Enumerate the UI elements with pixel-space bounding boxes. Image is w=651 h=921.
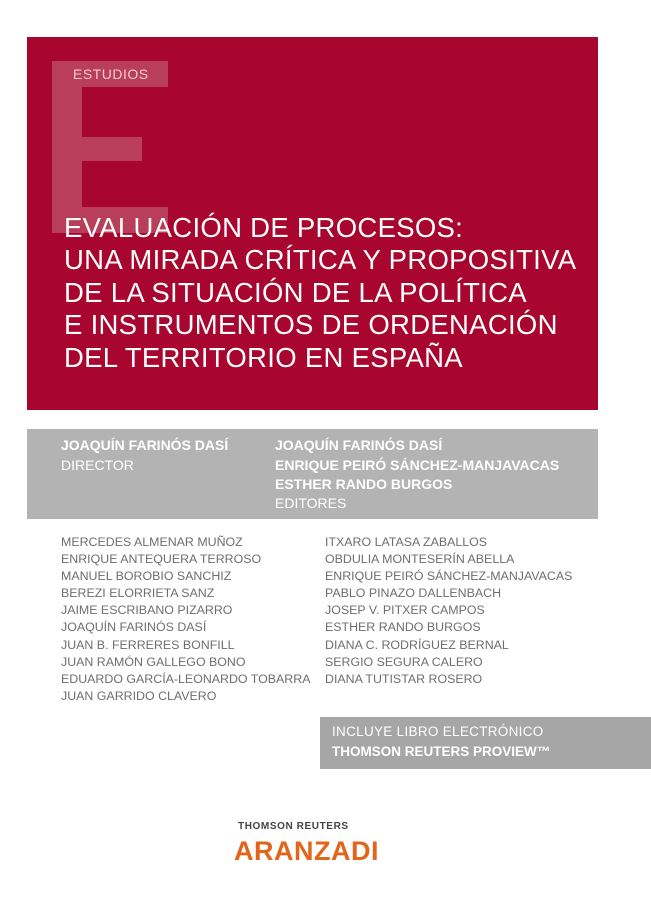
author-name: JOSEP V. PITXER CAMPOS [325,603,485,618]
title-line: UNA MIRADA CRÍTICA Y PROPOSITIVA [64,244,577,276]
series-letter-e-graphic [52,61,168,233]
editor-name: ESTHER RANDO BURGOS [275,476,453,492]
title-line: DE LA SITUACIÓN DE LA POLÍTICA [64,276,527,308]
author-name: PABLO PINAZO DALLENBACH [325,586,502,601]
author-name: ENRIQUE ANTEQUERA TERROSO [61,552,262,567]
ebook-badge-line1: INCLUYE LIBRO ELECTRÓNICO [332,724,544,739]
author-name: MERCEDES ALMENAR MUÑOZ [61,535,243,549]
author-name: ESTHER RANDO BURGOS [325,620,481,635]
author-name: ITXARO LATASA ZABALLOS [325,535,488,549]
title-line: E INSTRUMENTOS DE ORDENACIÓN [64,309,558,341]
editors-list [275,436,559,495]
publisher-group-logo: THOMSON REUTERS [238,821,349,832]
editor-name: JOAQUÍN FARINÓS DASÍ [275,437,443,453]
author-name: DIANA TUTISTAR ROSERO [325,671,483,686]
author-name: JUAN B. FERRERES BONFILL [61,637,235,652]
author-name: DIANA C. RODRÍGUEZ BERNAL [325,637,509,652]
book-title [64,212,594,374]
title-line: EVALUACIÓN DE PROCESOS: [64,212,464,243]
title-line: DEL TERRITORIO EN ESPAÑA [64,341,463,373]
director-name: JOAQUÍN FARINÓS DASÍ [61,437,229,453]
authors-list-left [61,534,310,705]
editor-name: ENRIQUE PEIRÓ SÁNCHEZ-MANJAVACAS [275,456,560,473]
editors-role: EDITORES [275,495,347,511]
author-name: SERGIO SEGURA CALERO [325,654,483,669]
author-name: EDUARDO GARCÍA-LEONARDO TOBARRA [61,671,311,686]
author-name: JUAN GARRIDO CLAVERO [61,688,217,703]
author-name: JUAN RAMÓN GALLEGO BONO [61,654,246,669]
author-name: BEREZI ELORRIETA SANZ [61,586,215,601]
author-name: OBDULIA MONTESERÍN ABELLA [325,552,515,567]
series-label: ESTUDIOS [73,66,149,82]
author-name: JOAQUÍN FARINÓS DASÍ [61,620,207,635]
director-role: DIRECTOR [61,457,134,473]
author-name: MANUEL BOROBIO SANCHIZ [61,569,232,584]
authors-list-right [325,534,572,688]
author-name: JAIME ESCRIBANO PIZARRO [61,603,233,618]
author-name: ENRIQUE PEIRÓ SÁNCHEZ-MANJAVACAS [325,569,573,584]
publisher-imprint-logo: ARANZADI [234,836,379,866]
ebook-badge-line2: THOMSON REUTERS PROVIEW™ [332,744,551,759]
